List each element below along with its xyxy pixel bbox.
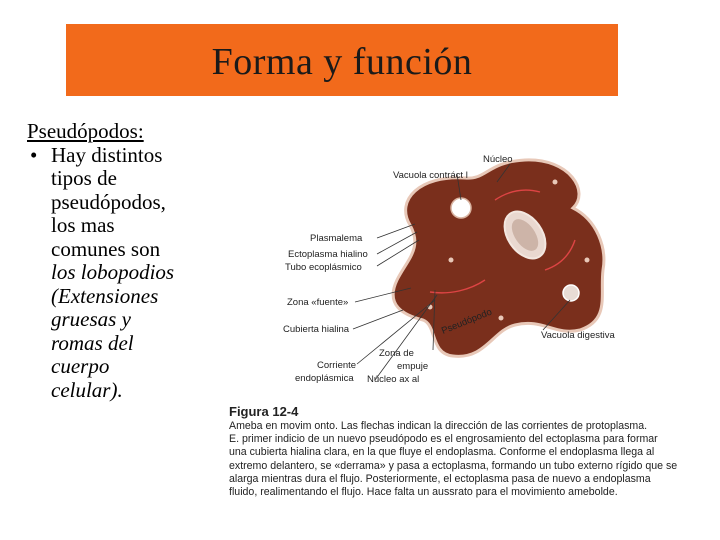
body-line: tipos de xyxy=(51,166,117,190)
label-nucleo-axial: Núcleo ax al xyxy=(367,374,420,385)
granule xyxy=(499,316,504,321)
label-vacuola-digestiva: Vacuola digestiva xyxy=(541,330,615,341)
granule xyxy=(585,258,590,263)
caption-line: Ameba en movim onto. Las flechas indican la dirección de las corrientes de protoplasma. xyxy=(229,420,648,432)
granule xyxy=(553,180,558,185)
label-zona-de: Zona de xyxy=(379,348,414,359)
body-line-italic: romas del xyxy=(51,330,134,355)
slide-title: Forma y función xyxy=(211,41,473,83)
granule xyxy=(449,258,454,263)
caption-line: fluido, realimentando el flujo. Hace falta un aussrato para el movimiento amebolde. xyxy=(229,486,618,499)
label-vacuola-contractil: Vacuola contráct l xyxy=(393,170,468,181)
figure-caption-title: Figura 12-4 xyxy=(229,404,299,419)
body-line-italic: (Extensiones xyxy=(51,283,159,308)
bullet-marker: • xyxy=(30,142,38,167)
label-tubo: Tubo ecoplásmico xyxy=(285,262,362,273)
label-cubierta: Cubierta hialina xyxy=(283,324,350,335)
title-banner xyxy=(66,24,618,96)
digestive-vacuole xyxy=(563,285,579,301)
body-text xyxy=(27,120,227,402)
caption-line: E. primer indicio de un nuevo pseudópodo es el engrosamiento del ectoplasma para formar xyxy=(229,433,658,446)
figure-caption xyxy=(229,420,695,499)
body-line-italic: celular). xyxy=(51,377,123,402)
amoeba-figure xyxy=(225,120,715,510)
section-heading: Pseudópodos: xyxy=(27,119,144,143)
body-line-italic: cuerpo xyxy=(51,354,110,378)
amoeba-cell-body xyxy=(393,160,604,356)
label-plasmalema: Plasmalema xyxy=(310,233,363,244)
label-zona-fuente: Zona «fuente» xyxy=(287,297,349,308)
label-ectoplasma: Ectoplasma hialino xyxy=(288,249,368,260)
body-line-italic: los lobopodios xyxy=(51,260,175,284)
contractile-vacuole xyxy=(451,198,471,218)
body-line: los mas xyxy=(51,213,115,237)
label-empuje: empuje xyxy=(397,361,429,372)
body-line: comunes son xyxy=(51,236,161,261)
amoeba-diagram xyxy=(225,120,715,400)
label-nucleo: Núcleo xyxy=(483,154,513,165)
label-corriente: Corriente xyxy=(317,360,357,371)
body-line: Hay distintos xyxy=(51,142,163,167)
body-line-italic: gruesas y xyxy=(51,307,131,331)
caption-line: una cubierta hialina clara, en la que fluye el endoplasma. Conforme el endoplasma llega al xyxy=(229,446,655,459)
body-line: pseudópodos, xyxy=(51,189,166,214)
label-endoplasmica: endoplásmica xyxy=(295,373,354,384)
caption-line: extremo delantero, se «derrama» y pasa a ectoplasma, formando un tubo externo rígido que se xyxy=(229,459,678,472)
bullet-item xyxy=(27,144,227,403)
label-pseudopodo: Pseudópodo xyxy=(440,306,494,337)
caption-line: alarga mientras dura el flujo. Posteriormente, el ectoplasma pasa de nuevo a endoplasma xyxy=(229,472,651,485)
